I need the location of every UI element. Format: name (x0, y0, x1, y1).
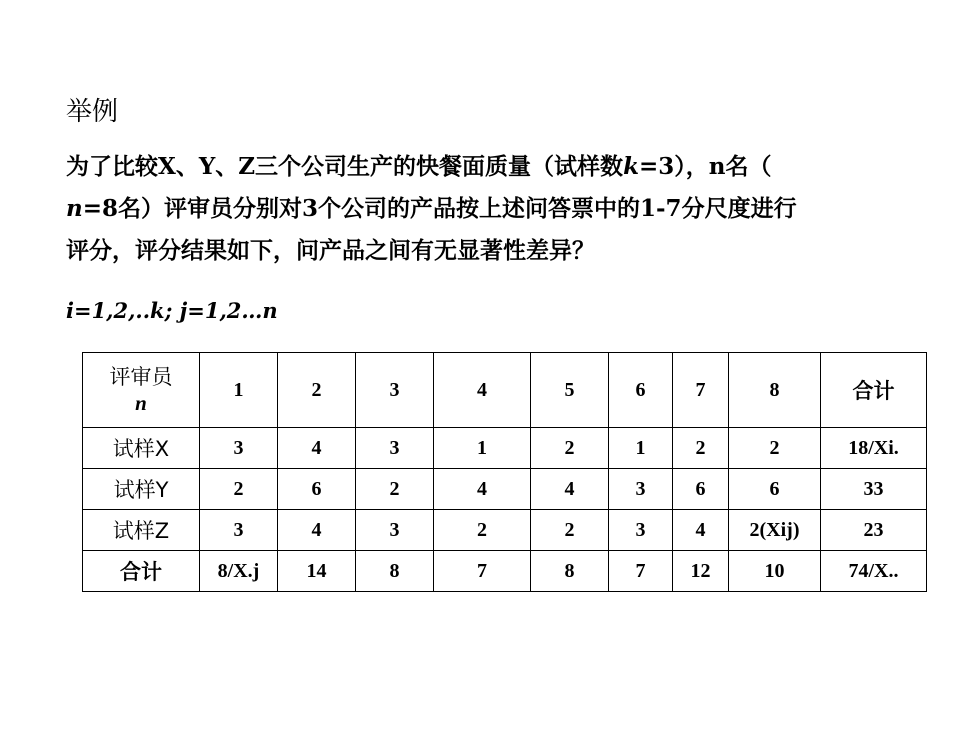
table-cell: 10 (729, 551, 821, 592)
table-header-row (83, 353, 927, 428)
header-total: 合计 (821, 353, 927, 428)
table-cell: 6 (278, 469, 356, 510)
table-cell: 2 (531, 510, 609, 551)
table-cell: 4 (673, 510, 729, 551)
header-judge-label (83, 353, 200, 428)
grand-total: 74/X.. (821, 551, 927, 592)
table-cell: 8/X.j (200, 551, 278, 592)
header-col-1: 1 (200, 353, 278, 428)
statement-line-2 (66, 188, 916, 230)
table-cell: 8 (531, 551, 609, 592)
table-cell: 2(Xij) (729, 510, 821, 551)
header-col-7: 7 (673, 353, 729, 428)
table-cell: 2 (531, 428, 609, 469)
table-cell: 2 (356, 469, 434, 510)
table-cell: 4 (278, 428, 356, 469)
header-col-2: 2 (278, 353, 356, 428)
header-col-3: 3 (356, 353, 434, 428)
table-cell: 4 (278, 510, 356, 551)
row-total-sample-x: 18/Xi. (821, 428, 927, 469)
header-col-4: 4 (434, 353, 531, 428)
header-col-8: 8 (729, 353, 821, 428)
header-judge-label-text: 评审员 (109, 365, 173, 389)
statement-line-3: 评分，评分结果如下，问产品之间有无显著性差异？ (66, 237, 595, 264)
row-total-sample-y: 33 (821, 469, 927, 510)
row-label-totals: 合计 (83, 551, 200, 592)
table-cell: 8 (356, 551, 434, 592)
table-cell: 6 (673, 469, 729, 510)
table-cell: 3 (609, 469, 673, 510)
table-row-sample-y (83, 469, 927, 510)
table-cell: 3 (200, 428, 278, 469)
page-heading: 举例 (66, 97, 119, 127)
header-judge-n: n (135, 391, 147, 415)
table-cell: 12 (673, 551, 729, 592)
table-cell: 1 (609, 428, 673, 469)
row-label-sample-y: 试样Y (83, 469, 200, 510)
table-cell: 3 (356, 428, 434, 469)
table-cell: 3 (356, 510, 434, 551)
table-cell: 2 (200, 469, 278, 510)
table-cell: 4 (531, 469, 609, 510)
table-cell: 4 (434, 469, 531, 510)
header-col-6: 6 (609, 353, 673, 428)
row-label-sample-x: 试样X (83, 428, 200, 469)
table-cell: 3 (200, 510, 278, 551)
statement-line-2-part-b: =8名）评审员分别对3个公司的产品按上述问答票中的1-7分尺度进行 (82, 195, 797, 222)
table-row-sample-z (83, 510, 927, 551)
statement-line-1 (66, 146, 916, 188)
statement-line-1-part-a: 为了比较X、Y、Z三个公司生产的快餐面质量（试样数 (66, 153, 624, 180)
scores-table (82, 352, 927, 592)
problem-statement (66, 146, 916, 272)
statement-k-symbol: k (623, 153, 639, 180)
table-cell: 2 (729, 428, 821, 469)
table-cell: 2 (673, 428, 729, 469)
index-definition: i=1,2,..k; j=1,2…n (66, 298, 278, 323)
table-row-sample-x (83, 428, 927, 469)
row-total-sample-z: 23 (821, 510, 927, 551)
header-col-5: 5 (531, 353, 609, 428)
table-cell: 14 (278, 551, 356, 592)
table-cell: 7 (434, 551, 531, 592)
table-row-totals (83, 551, 927, 592)
statement-line-1-part-b: =3），n名（ (639, 153, 772, 180)
table-cell: 7 (609, 551, 673, 592)
table-cell: 1 (434, 428, 531, 469)
table-cell: 2 (434, 510, 531, 551)
table-cell: 3 (609, 510, 673, 551)
statement-n-symbol: n (66, 195, 83, 222)
table-cell: 6 (729, 469, 821, 510)
row-label-sample-z: 试样Z (83, 510, 200, 551)
